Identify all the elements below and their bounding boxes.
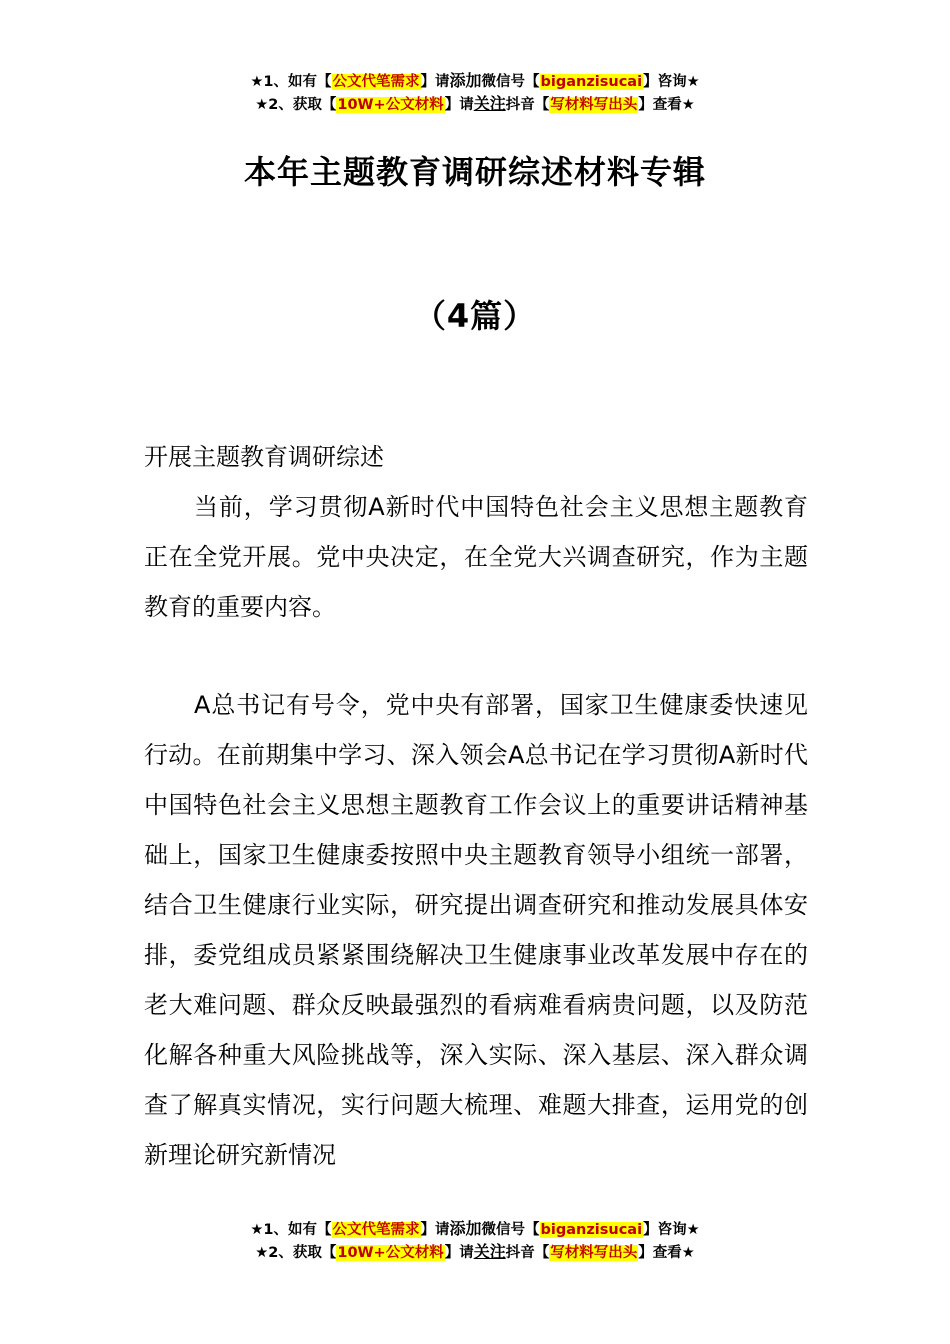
promo-line-2: ★2、获取【10W+公文材料】请关注抖音【写材料写出头】查看★	[255, 1242, 695, 1261]
promo-line-1: ★1、如有【公文代笔需求】请添加微信号【biganzisucai】咨询★	[250, 1219, 700, 1238]
document-subtitle: （4篇）	[413, 297, 537, 335]
promo-highlight: 10W+公文材料	[337, 97, 444, 113]
promo-line-1: ★1、如有【公文代笔需求】请添加微信号【biganzisucai】咨询★	[250, 71, 700, 90]
section-heading: 开展主题教育调研综述	[144, 443, 384, 471]
promo-banner-top	[0, 70, 950, 116]
promo-douyin-id: 写材料写出头	[550, 97, 638, 113]
body-paragraph: A总书记有号令，党中央有部署，国家卫生健康委快速见行动。在前期集中学习、深入领会A总书记在学习贯彻A新时代中国特色社会主义思想主题教育工作会议上的重要讲话精神基础上，国家卫生健康委按照中央主题教育领导小组统一部署，结合卫生健康行业实际，研究提出调查研究和推动发展具体安排，委党组成员紧紧围绕解决卫生健康事业改革发展中存在的老大难问题、群众反映最强烈的看病难看病贵问题，以及防范化解各种重大风险挑战等，深入实际、深入基层、深入群众调查了解真实情况，实行问题大梳理、难题大排查，运用党的创新理论研究新情况	[144, 691, 808, 1169]
document-body	[144, 432, 808, 1180]
promo-line-2: ★2、获取【10W+公文材料】请关注抖音【写材料写出头】查看★	[255, 94, 695, 113]
promo-wechat-id: biganzisucai	[540, 1222, 643, 1238]
promo-douyin-id: 写材料写出头	[550, 1245, 638, 1261]
body-paragraph: 当前，学习贯彻A新时代中国特色社会主义思想主题教育正在全党开展。党中央决定，在全党大兴调查研究，作为主题教育的重要内容。	[144, 493, 808, 621]
promo-highlight: 10W+公文材料	[337, 1245, 444, 1261]
promo-highlight: 公文代笔需求	[332, 74, 420, 90]
document-title: 本年主题教育调研综述材料专辑	[243, 153, 706, 191]
promo-highlight: 公文代笔需求	[332, 1222, 420, 1238]
promo-banner-bottom	[0, 1218, 950, 1264]
promo-wechat-id: biganzisucai	[540, 74, 643, 90]
